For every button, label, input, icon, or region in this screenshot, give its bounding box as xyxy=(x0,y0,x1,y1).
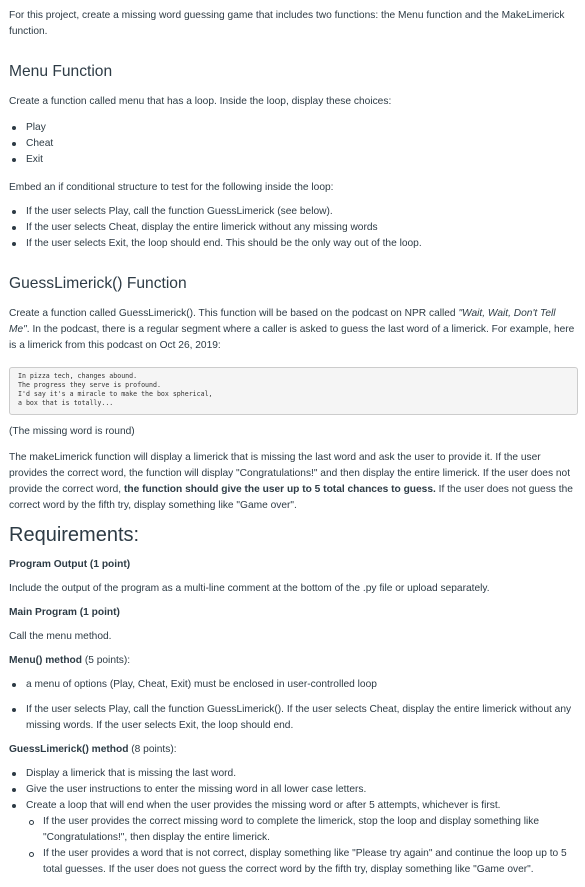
desc-text: Create a function called GuessLimerick(). This function will be based on the podcast on NPR called xyxy=(9,308,459,319)
requirements-heading: Requirements: xyxy=(9,524,140,546)
code-line: The progress they serve is profound. xyxy=(18,381,161,389)
explain-text: The makeLimerick function will display a limerick that is missing the last word and ask the user to provide it. If the user provides the correct word, the function will display "Congratulations!" and then display the entire limerick. If the user does not provide the correct word, xyxy=(9,452,571,495)
list-item: Play xyxy=(9,120,578,136)
guess-function-heading: GuessLimerick() Function xyxy=(9,275,187,292)
explain-text: If the user does not guess the correct word by the fifth try, display something like "Game over". xyxy=(9,484,573,511)
podcast-title: "Wait, Wait, Don't Tell Me" xyxy=(9,308,556,335)
code-line: I'd say it's a miracle to make the box spherical, xyxy=(18,390,213,398)
code-line: a box that is totally... xyxy=(18,399,114,407)
list-item: Display a limerick that is missing the last word. xyxy=(9,766,578,782)
list-item: If the user selects Exit, the loop should end. This should be the only way out of the loop. xyxy=(9,236,578,252)
menu-function-heading: Menu Function xyxy=(9,63,113,80)
make-limerick-explanation xyxy=(9,450,578,514)
list-item: Create a loop that will end when the user provides the missing word or after 5 attempts, whichever is first. xyxy=(9,798,578,814)
guess-method-list xyxy=(9,766,578,814)
program-output-text: Include the output of the program as a multi-line comment at the bottom of the .py file or upload separately. xyxy=(9,583,490,594)
guess-method-sublist xyxy=(9,814,578,878)
menu-function-description: Create a function called menu that has a loop. Inside the loop, display these choices: xyxy=(9,96,392,107)
main-program-label: Main Program (1 point) xyxy=(9,607,120,618)
menu-method-label xyxy=(9,653,578,669)
guess-function-description xyxy=(9,306,578,354)
guess-method-label-bold: GuessLimerick() method xyxy=(9,744,129,755)
menu-method-points: (5 points): xyxy=(82,655,131,666)
list-item: a menu of options (Play, Cheat, Exit) must be enclosed in user-controlled loop xyxy=(9,677,578,693)
desc-text: . In the podcast, there is a regular segment where a caller is asked to guess the last word of a limerick. For example, here is a limerick from this podcast on Oct 26, 2019: xyxy=(9,324,575,351)
main-program-text: Call the menu method. xyxy=(9,631,112,642)
list-item: Cheat xyxy=(9,136,578,152)
list-item: If the user selects Play, call the function GuessLimerick(). If the user selects Cheat, display the entire limerick without any missing words. If the user selects Exit, the loop should end. xyxy=(9,702,578,734)
code-line: In pizza tech, changes abound. xyxy=(18,372,138,380)
menu-conditions-list xyxy=(9,204,578,252)
missing-word-note: (The missing word is round) xyxy=(9,426,135,437)
limerick-code-block xyxy=(9,367,578,415)
menu-method-list xyxy=(9,677,578,734)
embed-instructions: Embed an if conditional structure to test for the following inside the loop: xyxy=(9,182,334,193)
menu-method-label-bold: Menu() method xyxy=(9,655,82,666)
list-item: Exit xyxy=(9,152,578,168)
intro-paragraph: For this project, create a missing word guessing game that includes two functions: the Menu function and the MakeLimerick function. xyxy=(9,10,565,37)
guess-method-points: (8 points): xyxy=(128,744,177,755)
list-item: If the user selects Cheat, display the entire limerick without any missing words xyxy=(9,220,578,236)
program-output-label: Program Output (1 point) xyxy=(9,559,131,570)
guess-method-label xyxy=(9,742,578,758)
explain-bold-text: the function should give the user up to 5 total chances to guess. xyxy=(123,484,436,495)
list-item: Give the user instructions to enter the missing word in all lower case letters. xyxy=(9,782,578,798)
list-item: If the user provides the correct missing word to complete the limerick, stop the loop and display something like "Congratulations!", then display the entire limerick. xyxy=(9,814,578,846)
list-item: If the user selects Play, call the function GuessLimerick (see below). xyxy=(9,204,578,220)
list-item: If the user provides a word that is not correct, display something like "Please try again" and continue the loop up to 5 total guesses. If the user does not guess the correct word by the fifth try, display something like "Game over". xyxy=(9,846,578,878)
menu-choices-list xyxy=(9,120,578,168)
